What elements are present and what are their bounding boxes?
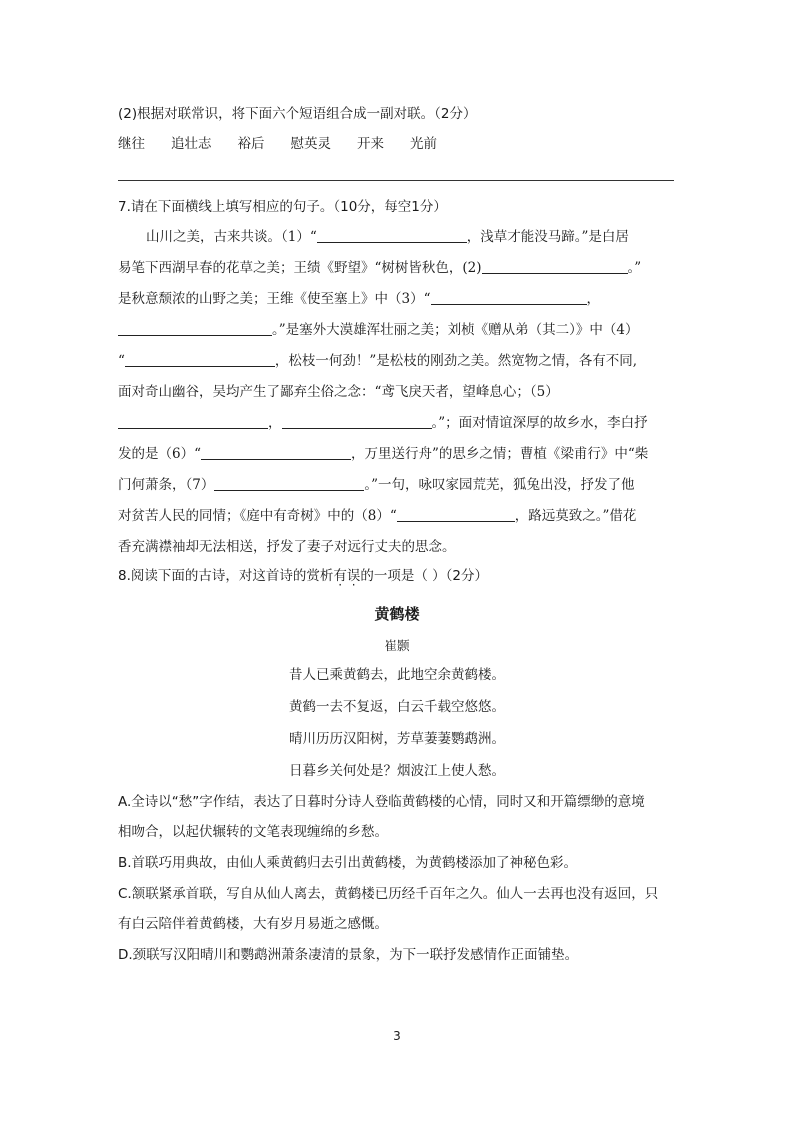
phrase-list — [118, 134, 463, 154]
q7-line: 易笔下西湖早春的花草之美；王绩《野望》“树树皆秋色，(2) 。” — [118, 260, 642, 276]
phrase-item: 追壮志 — [171, 136, 212, 152]
blank-4[interactable] — [125, 352, 275, 367]
q7-line: ， 。”；面对情谊深厚的故乡水，李白抒 — [118, 413, 648, 433]
option-c-cont: 有白云陪伴着黄鹤楼，大有岁月易逝之感慨。 — [118, 916, 388, 932]
q7-line: 是秋意颓浓的山野之美；王维《使至塞上》中（3）“ ， — [118, 291, 600, 307]
page-number: 3 — [393, 1029, 401, 1043]
poem-line: 晴川历历汉阳树，芳草萋萋鹦鹉洲。 — [289, 731, 505, 747]
q7-line: 香充满襟袖却无法相送，抒发了妻子对远行丈夫的思念。 — [118, 539, 456, 555]
emphasis-dot: 误 — [346, 568, 361, 584]
poem-author: 崔颢 — [384, 638, 410, 653]
poem-line: 黄鹤一去不复返，白云千载空悠悠。 — [289, 699, 505, 715]
phrase-item: 光前 — [410, 136, 437, 152]
answer-line — [118, 180, 674, 181]
q8-heading: 8.阅读下面的古诗，对这首诗的赏析有误的一项是（ ）（2分） — [118, 568, 489, 584]
q7-line: “ ，松枝一何劲！”是松枝的刚劲之美。然宽物之情，各有不同, — [118, 353, 638, 369]
option-a-cont: 相吻合，以起伏辗转的文笔表现缠绵的乡愁。 — [118, 824, 388, 840]
emphasis-dot: 有 — [333, 568, 347, 584]
poem-title: 黄鹤楼 — [374, 605, 420, 623]
q7-line: 。”是塞外大漠雄浑壮丽之美；刘桢《赠从弟（其二）》中（4） — [118, 320, 639, 340]
q7-line: 发的是（6）“ ，万里送行舟”的思乡之情；曹植《梁甫行》中“柴 — [118, 446, 649, 462]
blank-6[interactable] — [201, 445, 351, 460]
phrase-item: 裕后 — [237, 136, 265, 152]
phrase-item: 开来 — [357, 136, 384, 152]
blank-3a[interactable] — [431, 290, 587, 305]
phrase-item: 继往 — [118, 136, 145, 152]
q7-line: 面对奇山幽谷，吴均产生了鄙弃尘俗之念：“鸢飞戾天者，望峰息心；（5） — [118, 384, 559, 400]
q7-line: 对贫苦人民的同情；《庭中有奇树》中的（8）“ ，路远莫致之。”借花 — [118, 508, 637, 524]
q7-line: 门何萧条，（7） 。”一句，咏叹家园荒芜，狐兔出没，抒发了他 — [118, 477, 635, 493]
blank-1[interactable] — [317, 228, 467, 243]
blank-8[interactable] — [397, 507, 515, 522]
phrase-item: 慰英灵 — [290, 136, 331, 152]
option-a: A.全诗以“愁”字作结，表达了日暮时分诗人登临黄鹤楼的心情，同时又和开篇缥缈的意境 — [118, 794, 645, 810]
option-b: B.首联巧用典故，由仙人乘黄鹤归去引出黄鹤楼，为黄鹤楼添加了神秘色彩。 — [118, 855, 578, 871]
blank-5b[interactable] — [282, 414, 432, 429]
blank-7[interactable] — [214, 476, 364, 491]
q7-line: 山川之美，古来共谈。（1）“ ，浅草才能没马蹄。”是白居 — [146, 229, 629, 245]
poem-line: 日暮乡关何处是？烟波江上使人愁。 — [289, 763, 505, 779]
q7-heading: 7.请在下面横线上填写相应的句子。（10分，每空1分） — [118, 199, 447, 215]
blank-3b[interactable] — [118, 321, 272, 336]
blank-5a[interactable] — [118, 414, 268, 429]
blank-2[interactable] — [482, 259, 628, 274]
q6-2-prompt: (2)根据对联常识，将下面六个短语组合成一副对联。（2分） — [118, 106, 477, 122]
option-d: D.颈联写汉阳晴川和鹦鹉洲萧条凄清的景象，为下一联抒发感情作正面铺垫。 — [118, 947, 579, 963]
poem-line: 昔人已乘黄鹤去，此地空余黄鹤楼。 — [289, 667, 505, 683]
option-c: C.颔联紧承首联，写自从仙人离去，黄鹤楼已历经千百年之久。仙人一去再也没有返回，只 — [118, 886, 659, 902]
